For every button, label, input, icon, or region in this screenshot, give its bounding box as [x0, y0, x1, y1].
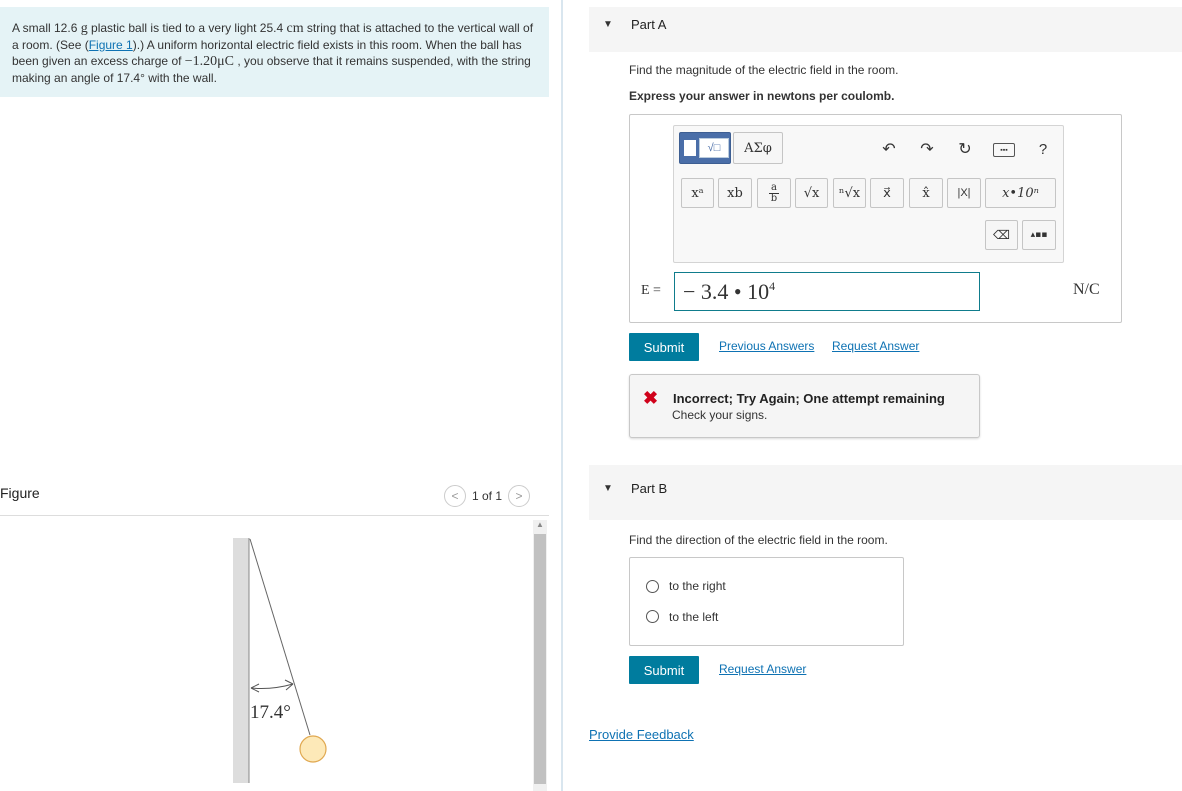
- undo-icon[interactable]: ↶: [882, 141, 896, 158]
- request-answer-link-part-b[interactable]: Request Answer: [719, 662, 807, 676]
- radio-to-the-right[interactable]: [646, 580, 659, 593]
- collapse-triangle-icon[interactable]: ▼: [603, 19, 613, 30]
- scientific-notation-button[interactable]: x•10ⁿ: [985, 178, 1056, 208]
- greek-symbols-button[interactable]: ΑΣφ: [733, 132, 783, 164]
- units-label: N/C: [1073, 281, 1100, 298]
- choice-label-right[interactable]: to the right: [669, 579, 726, 593]
- request-answer-link-part-a[interactable]: Request Answer: [832, 339, 920, 353]
- choice-group: [629, 557, 904, 646]
- previous-answers-link[interactable]: Previous Answers: [719, 339, 815, 353]
- submit-button-part-b[interactable]: Submit: [629, 656, 699, 684]
- radio-to-the-left[interactable]: [646, 610, 659, 623]
- superscript-button[interactable]: xᵃ: [681, 178, 714, 208]
- backspace-icon[interactable]: ⌫: [985, 220, 1018, 250]
- problem-text: A small 12.6: [12, 21, 81, 35]
- templates-button[interactable]: [679, 132, 731, 164]
- chevron-left-icon[interactable]: <: [444, 485, 466, 507]
- degree-symbol: °: [140, 71, 145, 85]
- fraction-denominator: b: [770, 192, 778, 204]
- keyboard-toggle-icon[interactable]: ▴▪▪: [1022, 220, 1056, 250]
- part-b-header[interactable]: [589, 465, 1182, 520]
- figure-diagram: [0, 520, 530, 791]
- answer-input[interactable]: [674, 272, 980, 311]
- figure-pagination: [444, 485, 530, 507]
- problem-text: with the wall.: [144, 71, 217, 85]
- radical-box-icon: √□: [699, 138, 729, 158]
- error-x-icon: ✖: [643, 388, 659, 408]
- feedback-panel: [629, 374, 980, 438]
- pane-divider: [561, 0, 563, 791]
- sqrt-button[interactable]: √x: [795, 178, 828, 208]
- length-unit: cm: [286, 21, 304, 36]
- figure-link[interactable]: Figure 1: [88, 38, 133, 52]
- help-button[interactable]: ?: [1038, 140, 1048, 158]
- figure-scrollbar-thumb[interactable]: [534, 534, 546, 784]
- part-a-header[interactable]: [589, 7, 1182, 52]
- charged-ball: [300, 736, 326, 762]
- redo-icon[interactable]: ↷: [920, 141, 934, 158]
- feedback-title: Incorrect; Try Again; One attempt remaining: [673, 391, 945, 406]
- submit-button-part-a[interactable]: Submit: [629, 333, 699, 361]
- problem-text: string that is attached to the vertical wall of a room. (See (: [12, 21, 534, 52]
- part-a-instruction: Express your answer in newtons per coulomb.: [629, 89, 895, 103]
- problem-statement: [0, 7, 549, 97]
- chevron-right-icon[interactable]: >: [508, 485, 530, 507]
- provide-feedback-link[interactable]: Provide Feedback: [589, 727, 694, 742]
- mass-unit: g: [80, 21, 88, 36]
- fraction-numerator: a: [771, 181, 777, 193]
- problem-text: plastic ball is tied to a very light 25.4: [87, 21, 287, 35]
- figure-heading: Figure: [0, 485, 40, 501]
- answer-exponent: 4: [769, 279, 776, 293]
- reset-icon[interactable]: ↻: [958, 141, 972, 158]
- vector-button[interactable]: x⃗: [870, 178, 904, 208]
- wall: [233, 538, 249, 783]
- part-b-question: Find the direction of the electric field in the room.: [629, 533, 888, 547]
- choice-label-left[interactable]: to the left: [669, 610, 719, 624]
- absolute-value-button[interactable]: |X|: [947, 178, 981, 208]
- problem-text: , you observe that it remains suspended, with the string making an angle of 17.4: [12, 54, 531, 85]
- template-square-icon: [684, 140, 696, 156]
- part-a-question: Find the magnitude of the electric field in the room.: [629, 63, 899, 77]
- answer-mantissa: − 3.4 • 10: [683, 278, 770, 304]
- figure-page-indicator: 1 of 1: [472, 489, 503, 503]
- charge-value: −1.20μC: [184, 54, 235, 69]
- figure-divider: [0, 515, 549, 516]
- variable-label: E =: [641, 283, 661, 298]
- subscript-button[interactable]: xb: [718, 178, 752, 208]
- angle-label: 17.4°: [250, 702, 291, 723]
- fraction-button[interactable]: [757, 178, 791, 208]
- feedback-message: Check your signs.: [672, 408, 768, 422]
- problem-text: ).) A uniform horizontal electric field exists in this room. When the ball has been given an excess charge of: [12, 38, 522, 68]
- keyboard-icon[interactable]: ▪▪▪: [993, 143, 1015, 157]
- part-a-title: Part A: [631, 17, 667, 32]
- collapse-triangle-icon[interactable]: ▼: [603, 483, 613, 494]
- nth-root-button[interactable]: ⁿ√x: [833, 178, 866, 208]
- unit-vector-button[interactable]: x̂: [909, 178, 943, 208]
- scroll-up-icon[interactable]: ▲: [536, 520, 544, 529]
- part-b-title: Part B: [631, 481, 668, 496]
